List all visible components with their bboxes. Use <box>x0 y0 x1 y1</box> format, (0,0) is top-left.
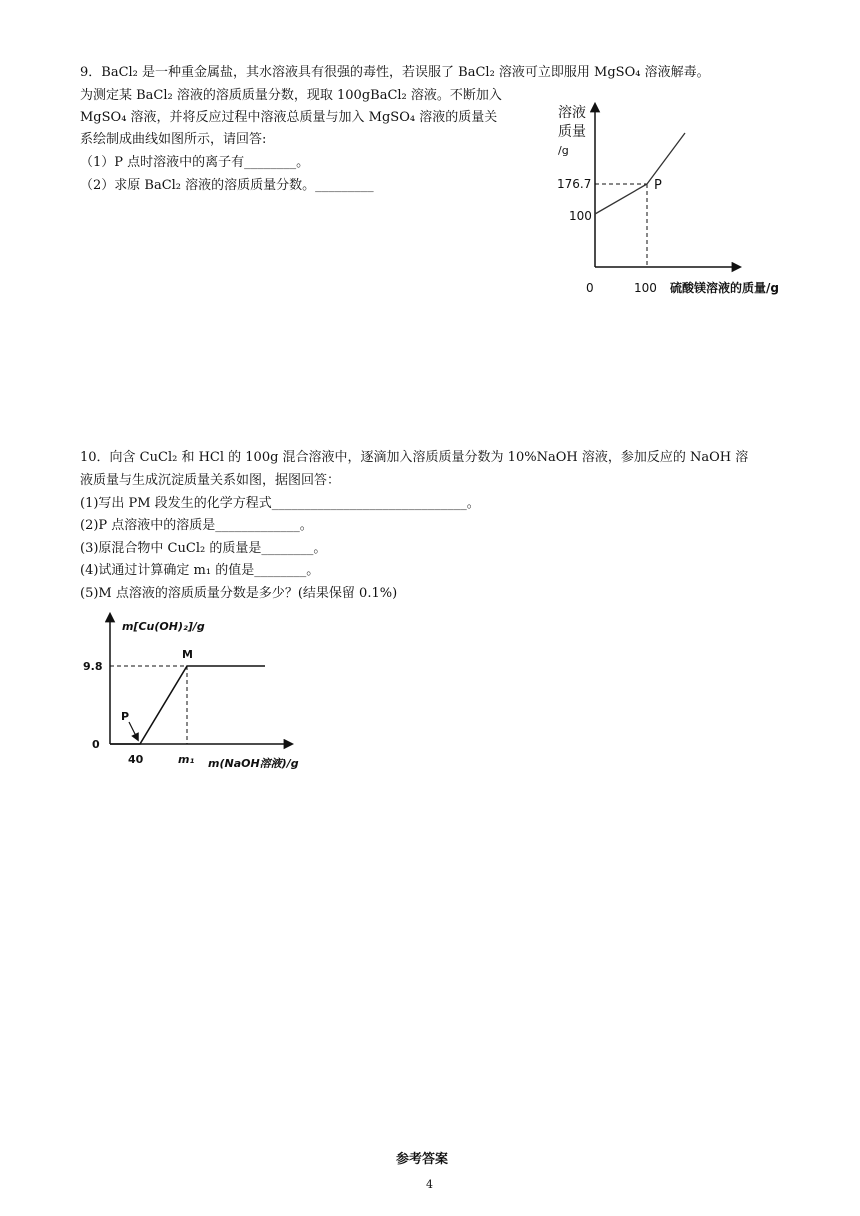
solution-mass-curve <box>595 133 685 214</box>
q10-sub-1: (1)写出 PM 段发生的化学方程式______________________________。 <box>80 496 480 511</box>
q9-line-3: MgSO₄ 溶液，并将反应过程中溶液总质量与加入 MgSO₄ 溶液的质量关 <box>80 110 498 125</box>
y-axis-label: m[Cu(OH)₂]/g <box>122 620 205 633</box>
y-tick-176-7: 176.7 <box>557 177 592 191</box>
y-axis-unit: /g <box>558 144 569 157</box>
q9-line-1: 9．BaCl₂ 是一种重金属盐，其水溶液具有很强的毒性，若误服了 BaCl₂ 溶液可立即服用 MgSO₄ 溶液解毒。 <box>80 65 710 80</box>
point-p-pointer <box>129 722 138 740</box>
answers-heading: 参考答案 <box>396 1152 449 1167</box>
x-tick-100: 100 <box>634 281 657 295</box>
q9-line-2: 为测定某 BaCl₂ 溶液的溶质质量分数，现取 100gBaCl₂ 溶液。不断加入 <box>80 88 502 103</box>
q10-sub-2: (2)P 点溶液中的溶质是_____________。 <box>80 518 313 533</box>
point-p-label: P <box>121 710 130 723</box>
x-origin-label: 0 <box>586 281 594 295</box>
q10-line-1: 10．向含 CuCl₂ 和 HCl 的 100g 混合溶液中，逐滴加入溶质质量分数为 10%NaOH 溶液，参加反应的 NaOH 溶 <box>80 450 749 465</box>
q10-line-2: 液质量与生成沉淀质量关系如图，据图回答： <box>80 473 341 488</box>
q9-sub-1: （1）P 点时溶液中的离子有________。 <box>80 155 310 170</box>
q10-sub-4: (4)试通过计算确定 m₁ 的值是________。 <box>80 563 320 578</box>
q10-sub-3: (3)原混合物中 CuCl₂ 的质量是________。 <box>80 541 327 556</box>
precipitate-mass-chart <box>80 608 320 778</box>
y-tick-9-8: 9.8 <box>83 660 103 673</box>
point-m-label: M <box>182 648 193 661</box>
q9-line-4: 系绘制成曲线如图所示，请回答: <box>80 132 267 147</box>
q9-sub-2: （2）求原 BaCl₂ 溶液的溶质质量分数。_________ <box>80 178 374 193</box>
x-axis-label: 硫酸镁溶液的质量/g <box>670 281 779 295</box>
solution-mass-chart <box>540 96 810 301</box>
x-tick-m1: m₁ <box>178 753 195 766</box>
point-p-label: P <box>654 178 662 193</box>
y-origin-label: 0 <box>92 738 100 751</box>
page-number: 4 <box>426 1178 433 1191</box>
y-tick-100: 100 <box>569 209 592 223</box>
y-axis-label-1: 溶液 <box>558 105 586 121</box>
x-tick-40: 40 <box>128 753 144 766</box>
y-axis-label-2: 质量 <box>558 124 586 140</box>
x-axis-label: m(NaOH溶液)/g <box>208 757 299 770</box>
q10-sub-5: (5)M 点溶液的溶质质量分数是多少？(结果保留 0.1%) <box>80 586 398 601</box>
